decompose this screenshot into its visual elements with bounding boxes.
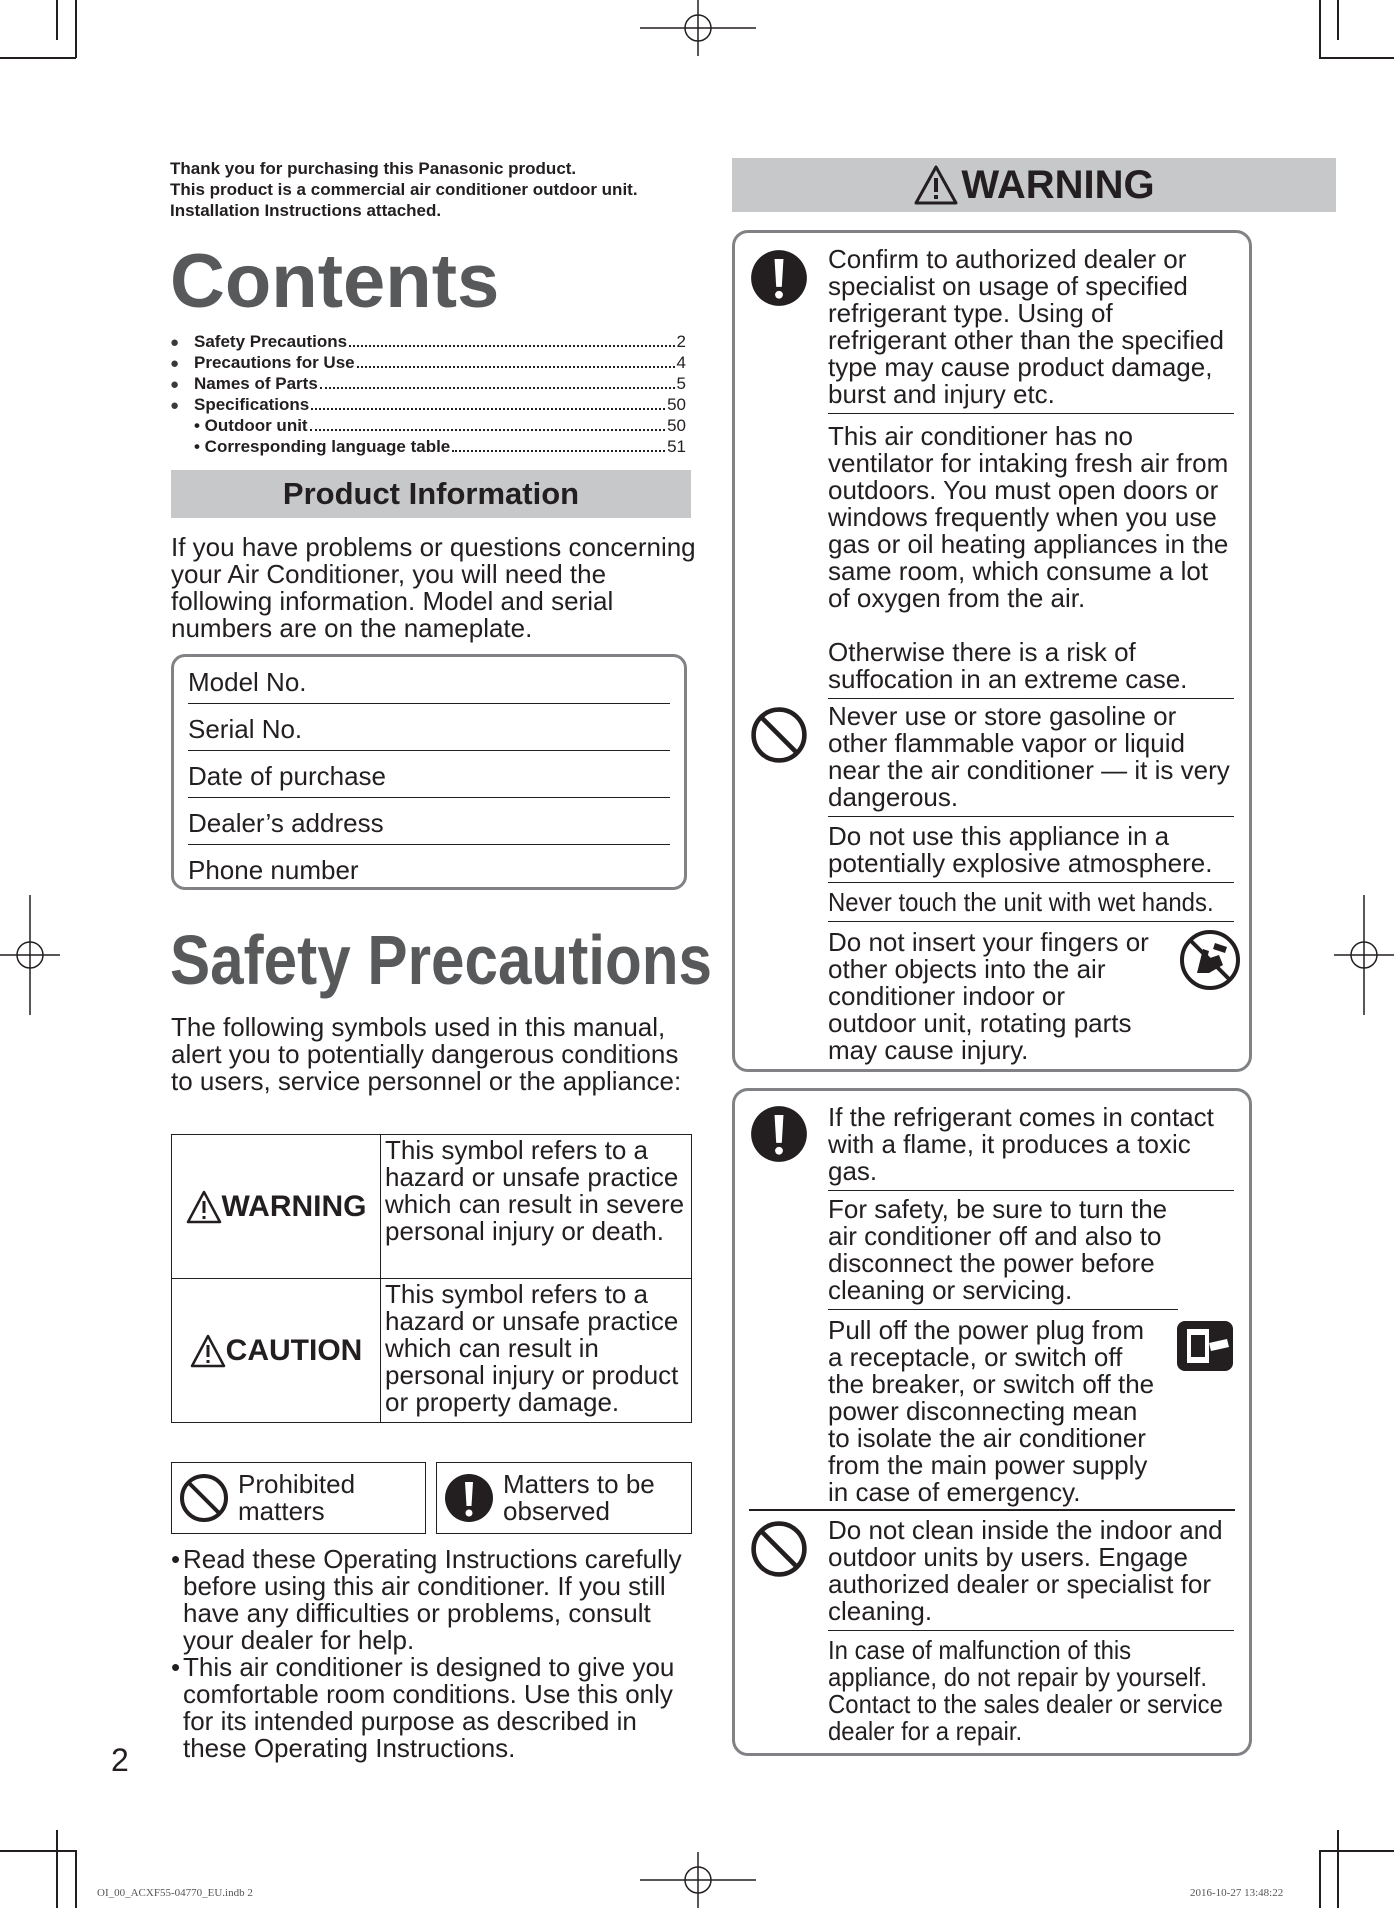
toc-item[interactable] (170, 395, 686, 416)
list-item: • Read these Operating Instructions carefully before using this air conditioner. If you still have any difficulties or problems, consult your dealer for help. (171, 1546, 701, 1654)
exclamation-icon (443, 1472, 495, 1524)
warning-box (732, 1088, 1252, 1756)
toc-page: 5 (676, 374, 686, 393)
bullet-icon: ● (170, 334, 180, 351)
warning-item-text: Never touch the unit with wet hands. (828, 887, 1214, 917)
caution-label (172, 1279, 381, 1422)
toc-label: • Outdoor unit (194, 416, 308, 435)
toc-item[interactable] (170, 353, 686, 374)
product-information-text: If you have problems or questions concerning your Air Conditioner, you will need the following information. Model and serial numbers are on the nameplate. (171, 532, 696, 643)
section-divider (749, 1509, 1235, 1511)
usage-note-text: This air conditioner is designed to give you comfortable room conditions. Use this only for its intended purpose as described in these Operating Instructions. (183, 1652, 675, 1763)
registration-mark (640, 0, 756, 56)
warning-item: For safety, be sure to turn the air conditioner off and also to disconnect the power before cleaning or servicing. (828, 1196, 1178, 1304)
caution-triangle-icon (190, 1334, 226, 1368)
warning-item-text: Pull off the power plug from a receptacle, or switch off the breaker, or switch off the power disconnecting mean to isolate the air conditioner from the main power supply in case of emergency. (828, 1315, 1155, 1507)
intro-text (170, 158, 710, 221)
toc-leader (357, 366, 675, 368)
symbol-table (171, 1134, 692, 1423)
toc-subitem[interactable] (170, 416, 686, 437)
prohibited-legend (171, 1462, 426, 1534)
intro-line: Thank you for purchasing this Panasonic product. (170, 159, 577, 178)
unplug-icon (1173, 1317, 1237, 1375)
toc-label: • Corresponding language table (194, 437, 451, 456)
warning-triangle-icon (186, 1190, 222, 1224)
symbols-intro-text: The following symbols used in this manual, alert you to potentially dangerous conditions to users, service personnel or the appliance: (171, 1012, 682, 1096)
contents-title: Contents (170, 239, 500, 324)
toc-label: Safety Precautions (194, 332, 348, 351)
dealer-address-field: Dealer’s address (188, 798, 670, 845)
exclamation-icon (750, 249, 808, 307)
warning-item: Do not insert your fingers or other objects into the air conditioner indoor or outdoor unit, rotating parts may cause injury. (828, 927, 1149, 1065)
toc-page: 50 (667, 395, 686, 414)
registration-mark (640, 1852, 756, 1908)
caution-description: This symbol refers to a hazard or unsafe practice which can result in personal injury or product or property damage. (385, 1279, 679, 1417)
toc-leader (310, 429, 665, 431)
product-information-heading: Product Information (171, 470, 691, 518)
warning-heading (732, 158, 1336, 212)
warning-triangle-icon (913, 164, 959, 206)
table-of-contents (170, 332, 686, 458)
safety-precautions-title: Safety Precautions (170, 921, 713, 999)
warning-item: Never use or store gasoline or other flammable vapor or liquid near the air conditioner — it is very dangerous. (828, 703, 1234, 811)
warning-item: Do not use this appliance in a potentially explosive atmosphere. (828, 823, 1234, 877)
product-info-form (171, 654, 687, 890)
exclamation-icon (750, 1105, 808, 1163)
usage-notes (171, 1546, 701, 1762)
intro-line: This product is a commercial air conditioner outdoor unit. (170, 180, 638, 199)
symbol-row-caution (172, 1278, 691, 1422)
warning-item: This air conditioner has no ventilator for intaking fresh air from outdoors. You must open doors or windows frequently when you use gas or oil heating appliances in the same room, which consume a lot of oxygen from the air. (828, 421, 1229, 613)
phone-number-field: Phone number (188, 855, 359, 885)
toc-label: Names of Parts (194, 374, 318, 393)
toc-page: 50 (667, 416, 686, 435)
toc-label: Precautions for Use (194, 353, 355, 372)
bullet-icon: ● (170, 376, 180, 393)
intro-line: Installation Instructions attached. (170, 201, 442, 220)
toc-item[interactable] (170, 374, 686, 395)
toc-leader (452, 450, 665, 452)
warning-description: This symbol refers to a hazard or unsafe practice which can result in severe personal injury or death. (385, 1135, 685, 1246)
warning-item (828, 1637, 1234, 1745)
toc-page: 51 (667, 437, 686, 456)
toc-subitem[interactable] (170, 437, 686, 458)
warning-heading-text: WARNING (961, 162, 1155, 207)
registration-mark (0, 895, 60, 1015)
toc-page: 4 (676, 353, 686, 372)
symbol-row-warning (172, 1135, 691, 1278)
footer-file-info: OI_00_ACXF55-04770_EU.indb 2 (97, 1887, 253, 1899)
bullet-icon: ● (170, 397, 180, 414)
bullet-icon: ● (170, 355, 180, 372)
page-number: 2 (111, 1742, 129, 1778)
warning-item-text: In case of malfunction of this appliance, do not repair by yourself. Contact to the sales dealer or service dealer for a repair. (828, 1635, 1223, 1746)
toc-leader (320, 387, 675, 389)
toc-leader (349, 345, 674, 347)
warning-item: Confirm to authorized dealer or specialist on usage of specified refrigerant type. Using of refrigerant other than the specified type may cause product damage, burst and injury etc. (828, 246, 1234, 408)
warning-label-text: WARNING (221, 1189, 367, 1223)
toc-page: 2 (676, 332, 686, 351)
prohibited-icon (749, 705, 809, 765)
warning-item (828, 889, 1234, 916)
caution-label-text: CAUTION (225, 1333, 363, 1367)
toc-label: Specifications (194, 395, 310, 414)
prohibited-icon (749, 1519, 809, 1579)
warning-item: Otherwise there is a risk of suffocation in an extreme case. (828, 639, 1234, 693)
warning-item: If the refrigerant comes in contact with a flame, it produces a toxic gas. (828, 1104, 1234, 1185)
no-fingers-icon (1179, 929, 1241, 991)
observed-legend (436, 1462, 692, 1534)
prohibited-text: Prohibited matters (238, 1469, 356, 1526)
prohibited-icon (178, 1472, 230, 1524)
registration-mark (1334, 895, 1394, 1015)
model-no-field: Model No. (188, 657, 670, 704)
warning-item: Do not clean inside the indoor and outdoor units by users. Engage authorized dealer or specialist for cleaning. (828, 1517, 1234, 1625)
observed-text: Matters to be observed (503, 1469, 655, 1526)
serial-no-field: Serial No. (188, 704, 670, 751)
usage-note-text: Read these Operating Instructions carefully before using this air conditioner. If you still have any difficulties or problems, consult your dealer for help. (183, 1544, 682, 1655)
footer-timestamp: 2016-10-27 13:48:22 (1190, 1887, 1284, 1899)
warning-label (172, 1135, 381, 1278)
date-of-purchase-field: Date of purchase (188, 751, 670, 798)
list-item: • This air conditioner is designed to give you comfortable room conditions. Use this only for its intended purpose as described in these Operating Instructions. (171, 1654, 701, 1762)
toc-item[interactable] (170, 332, 686, 353)
toc-leader (311, 408, 665, 410)
warning-box (732, 230, 1252, 1072)
